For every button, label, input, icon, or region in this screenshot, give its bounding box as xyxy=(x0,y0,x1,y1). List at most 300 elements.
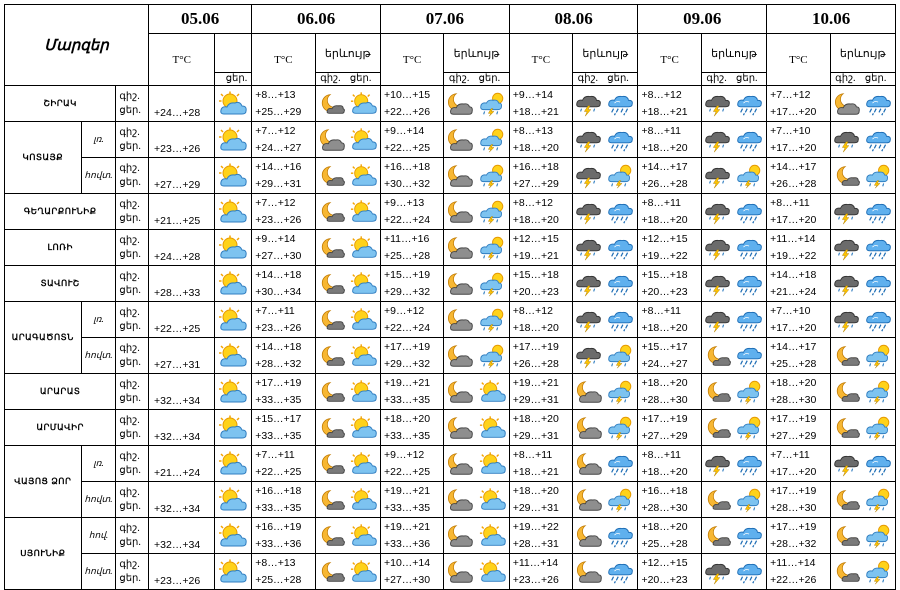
temperature-range xyxy=(767,554,830,590)
sun-rain-thunder-icon xyxy=(865,163,893,189)
day-temperature: +26…+28 xyxy=(641,177,688,190)
temperature-range xyxy=(767,230,830,266)
day-temperature: +18…+20 xyxy=(512,213,559,226)
night-day-label xyxy=(116,194,149,230)
night-temperature: +19…+21 xyxy=(383,484,431,497)
day-temperature: +27…+31 xyxy=(149,338,215,374)
rain-cloud-icon xyxy=(607,91,635,117)
weather-icon-cell xyxy=(701,302,766,338)
night-temperature: +9…+12 xyxy=(383,448,425,461)
sun-cloud-icon xyxy=(350,127,378,153)
night-temperature: +19…+21 xyxy=(512,376,559,389)
temperature-range xyxy=(509,410,572,446)
cloud-thunder-icon xyxy=(575,163,603,189)
temperature-range xyxy=(380,194,443,230)
day-temperature: +17…+20 xyxy=(770,321,817,334)
moon-cloud-icon xyxy=(575,451,603,477)
sun-cloud-icon xyxy=(218,307,248,333)
day-temperature: +28…+33 xyxy=(149,266,215,302)
day-temperature: +21…+24 xyxy=(149,446,215,482)
weather-icon-cell xyxy=(573,194,638,230)
region-name: ԿՈՏԱՅՔ xyxy=(5,122,82,194)
weather-icon-cell xyxy=(315,518,380,554)
day-temperature: +18…+20 xyxy=(641,141,688,154)
rain-cloud-icon xyxy=(865,307,893,333)
weather-icon-cell xyxy=(215,446,252,482)
cloud-moon-icon xyxy=(318,271,346,297)
sun-rain-thunder-icon xyxy=(607,487,635,513)
temperature-header: T°C xyxy=(252,34,315,86)
region-name: ԱՐԱՐԱՏ xyxy=(5,374,116,410)
day-temperature: +24…+28 xyxy=(149,230,215,266)
cloud-moon-icon xyxy=(318,199,346,225)
day-temperature: +18…+20 xyxy=(641,321,688,334)
sun-cloud-icon xyxy=(479,415,507,441)
subregion-label: լռ. xyxy=(81,302,116,338)
weather-header: երևույթ xyxy=(444,34,509,73)
weather-icon-cell xyxy=(573,518,638,554)
sun-cloud-icon xyxy=(218,523,248,549)
temperature-range xyxy=(509,266,572,302)
temperature-range xyxy=(380,158,443,194)
weather-icon-cell xyxy=(215,122,252,158)
cloud-thunder-icon xyxy=(704,307,732,333)
sun-cloud-icon xyxy=(218,487,248,513)
day-temperature: +28…+30 xyxy=(770,393,817,406)
night-temperature: +8…+11 xyxy=(641,448,681,461)
night-temperature: +16…+18 xyxy=(641,484,688,497)
cloud-moon-icon xyxy=(318,307,346,333)
day-label: ցեր. xyxy=(119,140,141,152)
night-day-label xyxy=(116,554,149,590)
day-temperature: +26…+28 xyxy=(770,177,817,190)
temperature-range xyxy=(638,194,701,230)
day-temperature: +29…+31 xyxy=(512,501,559,514)
day-label: ցեր. xyxy=(119,536,141,548)
temperature-range xyxy=(638,122,701,158)
cloud-thunder-icon xyxy=(575,271,603,297)
sun-rain-thunder-icon xyxy=(607,415,635,441)
rain-cloud-icon xyxy=(736,235,764,261)
day-temperature: +18…+20 xyxy=(512,141,559,154)
day-label: ցեր. xyxy=(119,500,141,512)
weather-icon-cell xyxy=(830,230,895,266)
weather-icon-cell xyxy=(444,194,509,230)
weather-icon-cell xyxy=(573,302,638,338)
weather-icon-cell xyxy=(573,122,638,158)
temperature-header: T°C xyxy=(509,34,572,86)
region-name: ՍՅՈՒՆԻՔ xyxy=(5,518,82,590)
temperature-range xyxy=(252,266,315,302)
rain-cloud-icon xyxy=(736,199,764,225)
temperature-range xyxy=(509,374,572,410)
region-name: ՏԱՎՈՒՇ xyxy=(5,266,116,302)
day-temperature: +17…+20 xyxy=(770,465,817,478)
day-label: ցեր. xyxy=(215,73,252,86)
night-temperature: +18…+20 xyxy=(641,376,688,389)
subregion-label: լռ. xyxy=(81,446,116,482)
date-header: 05.06 xyxy=(149,5,252,34)
day-temperature: +17…+20 xyxy=(770,141,817,154)
night-day-label xyxy=(116,86,149,122)
weather-icon-cell xyxy=(573,86,638,122)
rain-cloud-icon xyxy=(736,307,764,333)
weather-icon-cell xyxy=(701,158,766,194)
night-day-labels xyxy=(444,73,509,86)
night-label: գիշ. xyxy=(119,162,140,174)
sun-rain-thunder-icon xyxy=(865,487,893,513)
cloud-thunder-icon xyxy=(575,127,603,153)
sun-rain-thunder-icon xyxy=(865,523,893,549)
day-temperature: +33…+35 xyxy=(383,501,431,514)
day-temperature: +32…+34 xyxy=(149,482,215,518)
table-row xyxy=(5,122,896,158)
day-temperature: +33…+35 xyxy=(255,393,302,406)
temperature-range xyxy=(380,446,443,482)
night-day-label xyxy=(116,122,149,158)
sun-cloud-icon xyxy=(479,379,507,405)
rain-cloud-icon xyxy=(607,523,635,549)
temperature-range xyxy=(380,86,443,122)
temperature-range xyxy=(767,446,830,482)
temperature-range xyxy=(252,122,315,158)
night-day-label xyxy=(116,338,149,374)
day-temperature: +19…+22 xyxy=(641,249,688,262)
night-temperature: +14…+18 xyxy=(770,268,817,281)
sun-cloud-icon xyxy=(218,271,248,297)
night-temperature: +9…+13 xyxy=(383,196,425,209)
weather-icon-cell xyxy=(215,302,252,338)
weather-icon-cell xyxy=(701,446,766,482)
sun-cloud-icon xyxy=(218,379,248,405)
moon-cloud-icon xyxy=(446,91,474,117)
moon-cloud-icon xyxy=(575,415,603,441)
moon-cloud-icon xyxy=(446,163,474,189)
weather-icon-cell xyxy=(315,374,380,410)
day-label: ցեր. xyxy=(349,73,372,84)
weather-icon-cell xyxy=(701,86,766,122)
night-temperature: +8…+11 xyxy=(512,448,553,461)
weather-icon-cell xyxy=(830,482,895,518)
weather-icon-cell xyxy=(830,194,895,230)
night-temperature: +11…+16 xyxy=(383,232,430,245)
temperature-range xyxy=(252,302,315,338)
temperature-range xyxy=(252,410,315,446)
weather-icon-cell xyxy=(573,338,638,374)
sun-cloud-icon xyxy=(350,451,378,477)
day-temperature: +21…+24 xyxy=(770,285,817,298)
night-temperature: +18…+20 xyxy=(641,520,688,533)
day-temperature: +28…+30 xyxy=(641,393,688,406)
sun-cloud-icon xyxy=(479,487,507,513)
night-temperature: +17…+19 xyxy=(770,412,817,425)
moon-cloud-icon xyxy=(575,487,603,513)
forecast-table xyxy=(4,4,896,590)
sun-cloud-icon xyxy=(350,415,378,441)
sun-rain-thunder-icon xyxy=(736,163,764,189)
day-temperature: +33…+35 xyxy=(383,429,431,442)
night-day-label xyxy=(116,266,149,302)
sun-rain-thunder-icon xyxy=(479,127,507,153)
temperature-header: T°C xyxy=(767,34,830,86)
sun-cloud-icon xyxy=(218,199,248,225)
weather-icon-cell xyxy=(215,374,252,410)
temperature-range xyxy=(509,122,572,158)
night-temperature: +18…+20 xyxy=(383,412,431,425)
temperature-header: T°C xyxy=(638,34,701,86)
sun-cloud-icon xyxy=(218,451,248,477)
sun-cloud-icon xyxy=(350,379,378,405)
cloud-thunder-icon xyxy=(704,127,732,153)
weather-header-empty xyxy=(215,34,252,73)
sun-rain-thunder-icon xyxy=(865,415,893,441)
rain-cloud-icon xyxy=(736,127,764,153)
cloud-moon-icon xyxy=(318,235,346,261)
day-temperature: +29…+32 xyxy=(383,285,431,298)
sun-cloud-icon xyxy=(350,163,378,189)
subregion-label: հովտ. xyxy=(81,554,116,590)
sun-cloud-icon xyxy=(218,415,248,441)
night-temperature: +11…+14 xyxy=(770,232,816,245)
cloud-thunder-icon xyxy=(575,343,603,369)
night-temperature: +16…+18 xyxy=(512,160,559,173)
day-temperature: +30…+32 xyxy=(383,177,431,190)
table-row xyxy=(5,194,896,230)
weather-icon-cell xyxy=(701,230,766,266)
sun-rain-thunder-icon xyxy=(479,91,507,117)
region-name: ՇԻՐԱԿ xyxy=(5,86,116,122)
moon-cloud-icon xyxy=(833,91,861,117)
day-temperature: +29…+31 xyxy=(512,429,559,442)
cloud-moon-icon xyxy=(833,523,861,549)
moon-cloud-icon xyxy=(446,523,474,549)
day-temperature: +23…+26 xyxy=(255,213,302,226)
weather-icon-cell xyxy=(315,122,380,158)
temperature-range xyxy=(638,338,701,374)
night-temperature: +15…+17 xyxy=(641,340,688,353)
weather-icon-cell xyxy=(315,158,380,194)
weather-icon-cell xyxy=(215,410,252,446)
day-temperature: +27…+29 xyxy=(770,429,817,442)
night-label: գիշ. xyxy=(835,73,856,84)
weather-icon-cell xyxy=(701,338,766,374)
day-temperature: +25…+28 xyxy=(383,249,431,262)
sun-rain-thunder-icon xyxy=(479,163,507,189)
day-temperature: +28…+30 xyxy=(770,501,817,514)
day-temperature: +23…+26 xyxy=(512,573,559,586)
date-header: 07.06 xyxy=(380,5,509,34)
cloud-thunder-icon xyxy=(575,199,603,225)
temperature-range xyxy=(252,194,315,230)
temperature-range xyxy=(638,446,701,482)
sun-rain-thunder-icon xyxy=(607,163,635,189)
weather-icon-cell xyxy=(444,518,509,554)
night-label: գիշ. xyxy=(706,73,727,84)
weather-icon-cell xyxy=(444,86,509,122)
weather-icon-cell xyxy=(830,266,895,302)
cloud-thunder-icon xyxy=(704,235,732,261)
weather-icon-cell xyxy=(701,122,766,158)
weather-icon-cell xyxy=(830,410,895,446)
subregion-label: լռ. xyxy=(81,122,116,158)
temperature-range xyxy=(767,374,830,410)
weather-icon-cell xyxy=(315,338,380,374)
rain-cloud-icon xyxy=(607,307,635,333)
day-temperature: +27…+29 xyxy=(641,429,688,442)
cloud-moon-icon xyxy=(318,163,346,189)
temperature-range xyxy=(509,194,572,230)
day-temperature: +24…+28 xyxy=(149,86,215,122)
day-temperature: +26…+28 xyxy=(512,357,559,370)
day-temperature: +33…+35 xyxy=(255,429,302,442)
day-label: ցեր. xyxy=(119,392,141,404)
night-temperature: +19…+21 xyxy=(383,376,431,389)
cloud-moon-icon xyxy=(318,487,346,513)
cloud-thunder-icon xyxy=(833,199,861,225)
moon-cloud-icon xyxy=(446,487,474,513)
sun-cloud-icon xyxy=(350,235,378,261)
day-label: ցեր. xyxy=(119,212,141,224)
day-label: ցեր. xyxy=(119,320,141,332)
weather-icon-cell xyxy=(830,86,895,122)
night-temperature: +17…+19 xyxy=(255,376,302,389)
night-temperature: +8…+13 xyxy=(512,124,553,137)
rain-cloud-icon xyxy=(607,199,635,225)
day-label: ցեր. xyxy=(478,73,501,84)
temperature-range xyxy=(509,446,572,482)
temperature-header: T°C xyxy=(380,34,443,86)
night-temperature: +16…+18 xyxy=(255,484,302,497)
night-temperature: +8…+12 xyxy=(512,304,553,317)
day-temperature: +28…+31 xyxy=(512,537,559,550)
night-day-labels xyxy=(830,73,895,86)
temperature-range xyxy=(380,482,443,518)
cloud-moon-icon xyxy=(833,343,861,369)
day-temperature: +20…+23 xyxy=(641,573,688,586)
weather-icon-cell xyxy=(444,410,509,446)
table-row xyxy=(5,230,896,266)
sun-cloud-icon xyxy=(479,523,507,549)
temperature-header: T°C xyxy=(149,34,215,86)
night-temperature: +12…+15 xyxy=(512,232,559,245)
day-temperature: +17…+20 xyxy=(770,105,817,118)
weather-icon-cell xyxy=(701,518,766,554)
night-temperature: +17…+19 xyxy=(641,412,688,425)
weather-icon-cell xyxy=(830,158,895,194)
night-temperature: +14…+17 xyxy=(641,160,688,173)
day-temperature: +33…+36 xyxy=(383,537,431,550)
day-temperature: +18…+20 xyxy=(512,321,559,334)
day-temperature: +20…+23 xyxy=(512,285,559,298)
cloud-moon-icon xyxy=(318,523,346,549)
temperature-range xyxy=(767,194,830,230)
night-label: գիշ. xyxy=(119,234,140,246)
sun-rain-thunder-icon xyxy=(479,307,507,333)
day-temperature: +28…+30 xyxy=(641,501,688,514)
cloud-thunder-icon xyxy=(704,451,732,477)
temperature-range xyxy=(638,554,701,590)
rain-cloud-icon xyxy=(736,451,764,477)
weather-icon-cell xyxy=(444,554,509,590)
table-row xyxy=(5,482,896,518)
cloud-moon-icon xyxy=(318,379,346,405)
weather-icon-cell xyxy=(573,266,638,302)
temperature-range xyxy=(767,86,830,122)
night-temperature: +8…+13 xyxy=(255,556,296,569)
temperature-range xyxy=(767,482,830,518)
temperature-range xyxy=(509,338,572,374)
weather-icon-cell xyxy=(315,482,380,518)
cloud-moon-icon xyxy=(704,379,732,405)
sun-rain-thunder-icon xyxy=(479,343,507,369)
cloud-moon-icon xyxy=(833,379,861,405)
sun-cloud-icon xyxy=(218,163,248,189)
night-temperature: +18…+20 xyxy=(770,376,817,389)
night-temperature: +8…+11 xyxy=(770,196,810,209)
table-row xyxy=(5,518,896,554)
night-temperature: +19…+21 xyxy=(383,520,431,533)
night-temperature: +17…+19 xyxy=(770,484,817,497)
temperature-range xyxy=(638,230,701,266)
temperature-range xyxy=(252,86,315,122)
date-header: 09.06 xyxy=(638,5,767,34)
temperature-range xyxy=(252,374,315,410)
day-temperature: +18…+21 xyxy=(641,105,688,118)
day-temperature: +25…+28 xyxy=(641,537,688,550)
table-row xyxy=(5,446,896,482)
weather-icon-cell xyxy=(215,266,252,302)
sun-cloud-icon xyxy=(218,91,248,117)
night-temperature: +7…+11 xyxy=(255,448,295,461)
day-temperature: +27…+29 xyxy=(149,158,215,194)
moon-cloud-icon xyxy=(446,343,474,369)
day-temperature: +27…+30 xyxy=(255,249,302,262)
weather-icon-cell xyxy=(444,158,509,194)
night-day-labels xyxy=(573,73,638,86)
temperature-range xyxy=(252,158,315,194)
day-label: ցեր. xyxy=(607,73,629,84)
temperature-range xyxy=(252,446,315,482)
night-temperature: +18…+20 xyxy=(512,412,559,425)
weather-icon-cell xyxy=(444,266,509,302)
weather-icon-cell xyxy=(830,122,895,158)
sun-cloud-icon xyxy=(218,127,248,153)
day-label: ցեր. xyxy=(736,73,758,84)
day-temperature: +23…+26 xyxy=(255,321,302,334)
weather-icon-cell xyxy=(444,122,509,158)
night-label: գիշ. xyxy=(119,378,140,390)
night-label: գիշ. xyxy=(119,414,140,426)
night-temperature: +8…+11 xyxy=(641,196,681,209)
cloud-thunder-icon xyxy=(833,127,861,153)
night-label: գիշ. xyxy=(119,306,140,318)
cloud-moon-icon xyxy=(318,451,346,477)
day-temperature: +19…+22 xyxy=(770,249,817,262)
weather-icon-cell xyxy=(215,554,252,590)
sun-rain-thunder-icon xyxy=(736,487,764,513)
night-temperature: +8…+12 xyxy=(641,88,682,101)
night-temperature: +9…+14 xyxy=(383,124,425,137)
weather-icon-cell xyxy=(830,374,895,410)
temperature-range xyxy=(638,86,701,122)
rain-cloud-icon xyxy=(607,127,635,153)
night-temperature: +8…+13 xyxy=(255,88,296,101)
temperature-range xyxy=(509,302,572,338)
cloud-moon-icon xyxy=(318,343,346,369)
night-day-label xyxy=(116,446,149,482)
date-header: 10.06 xyxy=(767,5,896,34)
temperature-range xyxy=(767,122,830,158)
